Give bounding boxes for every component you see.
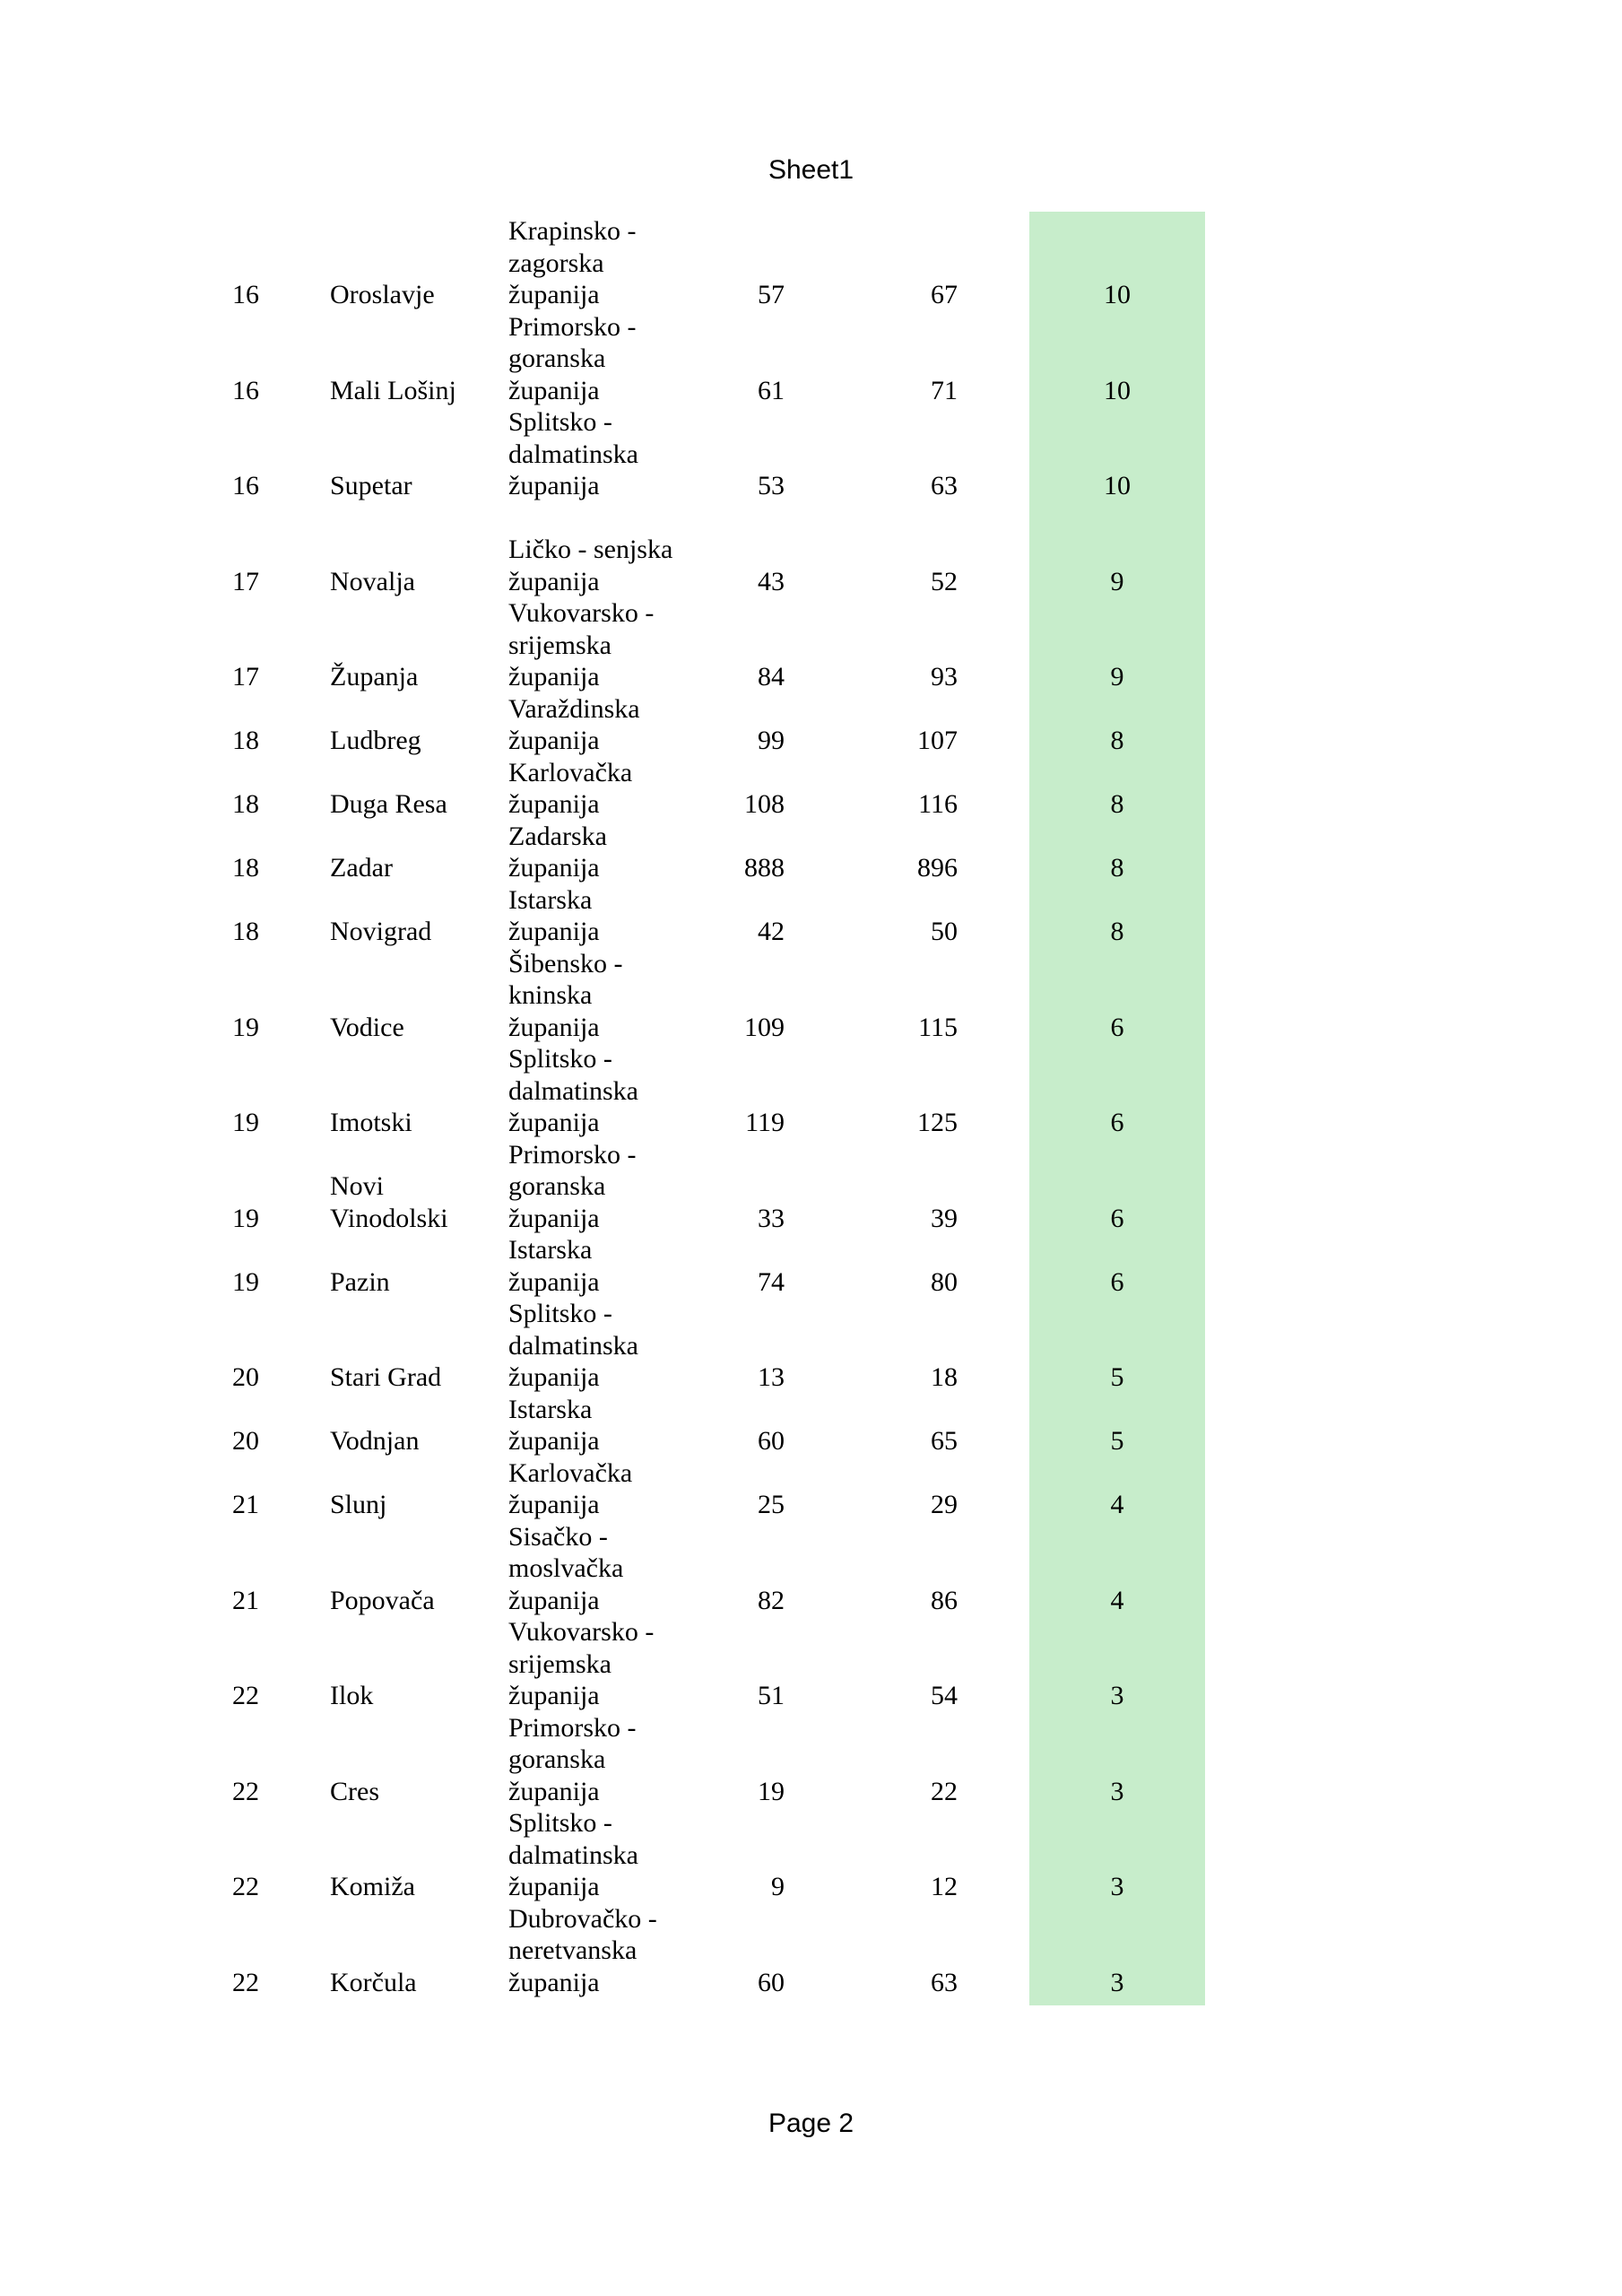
rank-cell: 20 [232,1362,259,1392]
difference-cell: 4 [1110,1585,1124,1615]
value2-cell: 115 [918,1012,958,1042]
county-line: goranska [508,1744,606,1774]
county-cell [500,1457,710,1521]
rank-cell: 16 [232,280,259,309]
value1-cell: 60 [758,1426,785,1456]
county-line: zagorska [508,248,604,278]
county-line: Splitsko - [508,1299,612,1328]
county-cell [500,948,710,1044]
county-line: županija [508,1012,600,1042]
rank-cell: 18 [232,853,259,883]
city-cell: Imotski [330,1108,412,1137]
county-line: županija [508,1203,600,1233]
city-cell: Popovača [330,1585,435,1615]
county-cell [500,821,710,884]
county-cell [500,884,710,948]
rank-cell: 22 [232,1967,259,1997]
value2-cell: 18 [931,1362,958,1392]
value2-cell: 39 [931,1203,958,1233]
table-row [0,1712,1255,1808]
county-line: srijemska [508,1648,612,1679]
value2-cell: 63 [931,1967,958,1997]
rank-cell: 16 [232,471,259,500]
city-cell: Županja [330,662,419,691]
value2-cell: 896 [917,853,958,883]
county-line: Primorsko - [508,311,637,342]
rank-cell: 21 [232,1585,259,1615]
city-cell: Pazin [330,1266,390,1297]
county-line: Šibensko - [508,948,623,978]
value1-cell: 13 [758,1362,785,1392]
county-cell [500,1139,710,1235]
county-cell [500,693,710,757]
table-row [0,1139,1255,1235]
value1-cell: 57 [758,280,785,309]
page-title: Sheet1 [768,155,854,185]
city-cell: Cres [330,1776,379,1806]
value1-cell: 61 [758,375,785,405]
difference-cell: 9 [1110,566,1124,596]
county-line: županija [508,853,600,883]
county-cell [500,311,710,407]
value1-cell: 60 [758,1967,785,1997]
county-line: županija [508,1585,600,1615]
rank-cell: 18 [232,917,259,946]
county-line: Krapinsko - [508,216,637,246]
table-row [0,821,1255,884]
value1-cell: 19 [758,1776,785,1806]
value1-cell: 43 [758,566,785,596]
county-cell [500,1903,710,1999]
city-cell: Vodnjan [330,1426,420,1456]
county-line: goranska [508,1171,606,1201]
difference-cell: 6 [1110,1266,1124,1297]
county-line: županija [508,1967,600,1997]
difference-cell: 3 [1110,1872,1124,1901]
difference-cell: 10 [1104,375,1131,405]
difference-cell: 5 [1110,1362,1124,1392]
county-line: Primorsko - [508,1712,637,1743]
county-line: županija [508,917,600,946]
value1-cell: 108 [744,789,785,819]
county-cell [500,1298,710,1394]
rank-cell: 19 [232,1266,259,1297]
city-cell: Ludbreg [330,726,421,755]
county-line: Istarska [508,1394,593,1424]
value2-cell: 93 [931,662,958,691]
county-cell [500,534,710,597]
rank-cell: 22 [232,1681,259,1710]
value1-cell: 53 [758,471,785,500]
county-line: županija [508,1362,600,1392]
county-line: Dubrovačko - [508,1903,657,1934]
county-line: županija [508,1108,600,1137]
county-cell [500,215,710,311]
value1-cell: 119 [745,1108,785,1137]
city-cell: Zadar [330,853,393,883]
rank-cell: 18 [232,726,259,755]
county-line: županija [508,1426,600,1456]
county-line: dalmatinska [508,1330,638,1361]
county-line: županija [508,280,600,309]
table-row [0,1903,1255,1999]
value2-cell: 80 [931,1266,958,1297]
difference-cell: 8 [1110,853,1124,883]
city-cell: Mali Lošinj [330,375,456,405]
table-row [0,215,1255,311]
value1-cell: 99 [758,726,785,755]
table-row [0,1394,1255,1457]
value1-cell: 888 [744,853,785,883]
table-row [0,597,1255,693]
table-row [0,948,1255,1044]
rank-cell: 17 [232,566,259,596]
data-table [0,215,1255,1998]
table-row [0,757,1255,821]
value2-cell: 54 [931,1681,958,1710]
county-line: Zadarska [508,821,607,851]
county-cell [500,1394,710,1457]
county-line: županija [508,471,600,500]
county-line: Vukovarsko - [508,598,655,628]
county-line: Vukovarsko - [508,1617,655,1647]
table-row [0,693,1255,757]
value2-cell: 116 [918,789,958,819]
county-cell [500,1521,710,1617]
county-line: moslvačka [508,1553,624,1583]
value2-cell: 86 [931,1585,958,1615]
value1-cell: 25 [758,1490,785,1519]
value2-cell: 29 [931,1490,958,1519]
table-row [0,406,1255,502]
value2-cell: 71 [931,375,958,405]
county-line: neretvanska [508,1935,638,1965]
county-line: Karlovačka [508,1457,633,1488]
difference-cell: 6 [1110,1203,1124,1233]
rank-cell: 16 [232,375,259,405]
county-line: županija [508,1872,600,1901]
county-cell [500,597,710,693]
county-cell [500,1043,710,1139]
county-line: dalmatinska [508,1839,638,1870]
county-cell [500,757,710,821]
city-cell: Komiža [330,1872,415,1901]
city-cell: Duga Resa [330,789,447,819]
difference-cell: 6 [1110,1108,1124,1137]
value2-cell: 107 [917,726,958,755]
city-cell: Vodice [330,1012,404,1042]
value1-cell: 51 [758,1681,785,1710]
county-line: županija [508,1776,600,1806]
county-line: županija [508,726,600,755]
county-line: Istarska [508,884,593,915]
county-line: županija [508,1490,600,1519]
value2-cell: 63 [931,471,958,500]
city-cell: Oroslavje [330,280,435,309]
rank-cell: 19 [232,1203,259,1233]
county-line: Ličko - senjska [508,535,673,564]
difference-cell: 3 [1110,1967,1124,1997]
difference-cell: 4 [1110,1490,1124,1519]
table-row [0,1298,1255,1394]
city-cell: Supetar [330,471,412,500]
county-cell [500,1807,710,1903]
difference-cell: 9 [1110,662,1124,691]
table-row [0,1043,1255,1139]
rank-cell: 17 [232,662,259,691]
city-cell: Novigrad [330,917,432,946]
county-line: županija [508,662,600,691]
value1-cell: 74 [758,1266,785,1297]
table-row [0,1457,1255,1521]
difference-cell: 10 [1104,471,1131,500]
value2-cell: 52 [931,566,958,596]
county-line: dalmatinska [508,1075,638,1106]
rank-cell: 22 [232,1872,259,1901]
table-row [0,884,1255,948]
county-line: Splitsko - [508,1044,612,1074]
table-row [0,1616,1255,1712]
value1-cell: 9 [771,1872,785,1901]
table-row [0,1807,1255,1903]
county-cell [500,406,710,502]
page-footer: Page 2 [768,2109,854,2138]
value2-cell: 22 [931,1776,958,1806]
county-line: goranska [508,344,606,373]
county-line: Varaždinska [508,693,640,724]
value2-cell: 12 [931,1872,958,1901]
county-line: Istarska [508,1235,593,1265]
rank-cell: 18 [232,789,259,819]
rank-cell: 21 [232,1490,259,1519]
difference-cell: 3 [1110,1776,1124,1806]
value2-cell: 50 [931,917,958,946]
county-line: srijemska [508,630,612,660]
city-cell: Stari Grad [330,1362,442,1392]
county-cell [500,1712,710,1808]
county-cell [500,1616,710,1712]
rank-cell: 19 [232,1012,259,1042]
value1-cell: 109 [744,1012,785,1042]
value1-cell: 42 [758,917,785,946]
value2-cell: 67 [931,280,958,309]
county-line: županija [508,566,600,596]
value2-cell: 65 [931,1426,958,1456]
city-cell: Novalja [330,566,415,596]
difference-cell: 5 [1110,1426,1124,1456]
table-row [0,1521,1255,1617]
county-line: Sisačko - [508,1521,608,1552]
county-line: županija [508,789,600,819]
difference-cell: 6 [1110,1012,1124,1042]
county-line: dalmatinska [508,439,638,469]
county-cell [500,1234,710,1298]
county-line: Splitsko - [508,407,612,437]
rank-cell: 22 [232,1776,259,1806]
county-line: Splitsko - [508,1808,612,1838]
county-line: Primorsko - [508,1139,637,1170]
table-row [0,1234,1255,1298]
county-line: Karlovačka [508,757,633,787]
county-line: županija [508,375,600,405]
city-cell: Ilok [330,1681,374,1710]
value1-cell: 84 [758,662,785,691]
value1-cell: 33 [758,1203,785,1233]
difference-cell: 8 [1110,789,1124,819]
value2-cell: 125 [917,1108,958,1137]
city-cell: Korčula [330,1967,417,1997]
city-cell: Slunj [330,1490,387,1519]
difference-cell: 10 [1104,280,1131,309]
county-line: županija [508,1681,600,1710]
county-line: županija [508,1266,600,1297]
value1-cell: 82 [758,1585,785,1615]
difference-cell: 3 [1110,1681,1124,1710]
rank-cell: 20 [232,1426,259,1456]
city-cell: Novi Vinodolski [330,1171,448,1233]
table-row [0,534,1255,597]
county-line: kninska [508,980,593,1010]
difference-cell: 8 [1110,917,1124,946]
difference-cell: 8 [1110,726,1124,755]
table-row [0,311,1255,407]
rank-cell: 19 [232,1108,259,1137]
